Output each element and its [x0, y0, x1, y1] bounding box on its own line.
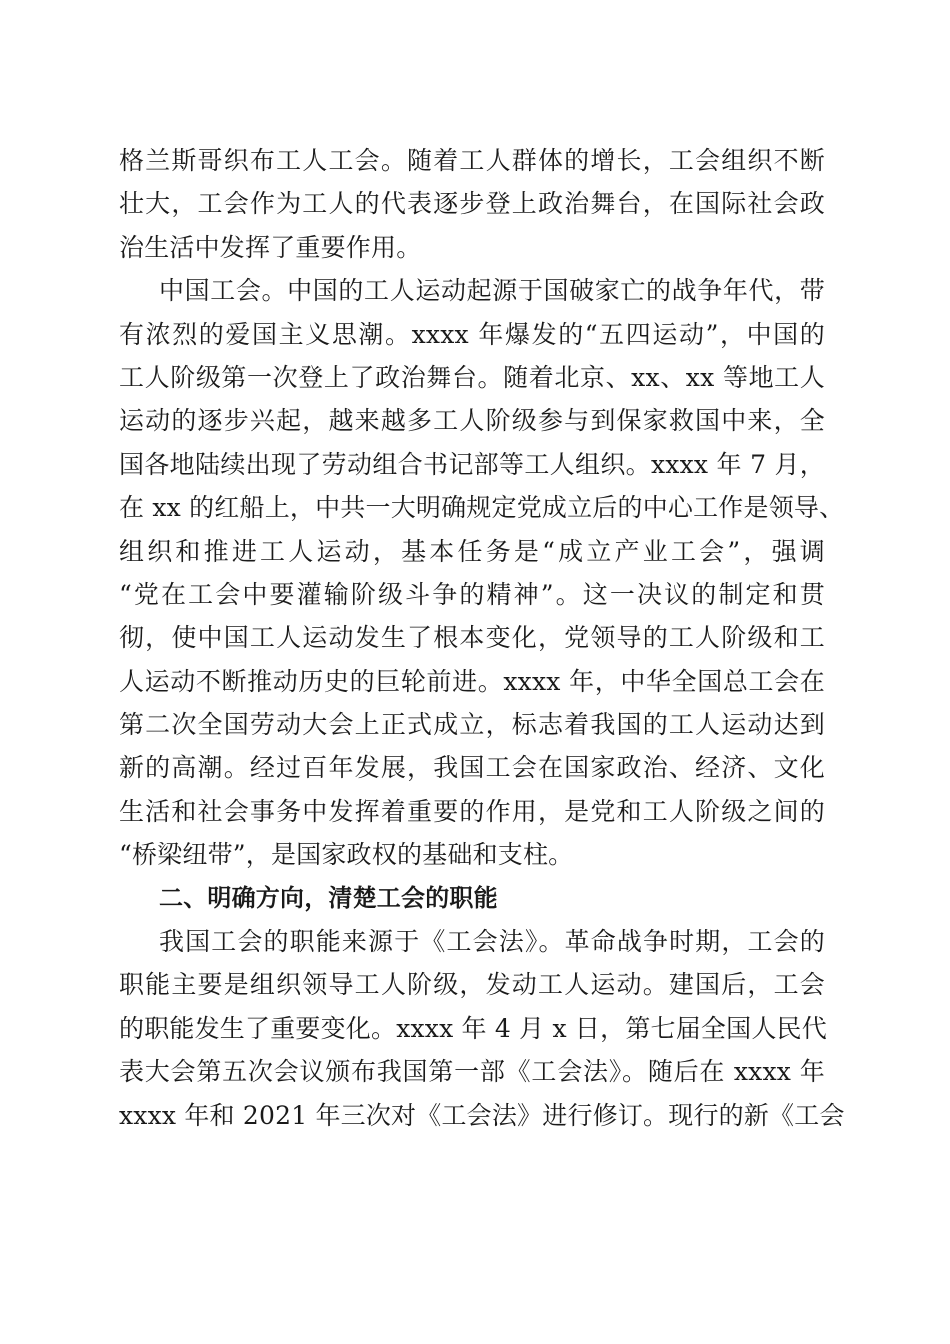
paragraph [119, 139, 825, 269]
paragraph [119, 920, 845, 1137]
text-line: 第二次全国劳动大会上正式成立，标志着我国的工人运动达到 [119, 710, 825, 740]
text-line: “党在工会中要灌输阶级斗争的精神”。这一决议的制定和贯 [119, 579, 825, 609]
text-line: 壮大，工会作为工人的代表逐步登上政治舞台，在国际社会政 [119, 189, 825, 219]
text-line: 人运动不断推动历史的巨轮前进。xxxx 年，中华全国总工会在 [119, 666, 825, 696]
text-line: 表大会第五次会议颁布我国第一部《工会法》。随后在 xxxx 年 [119, 1057, 825, 1087]
text-line: 国各地陆续出现了劳动组合书记部等工人组织。xxxx 年 7 月， [119, 449, 825, 479]
text-line: 的职能发生了重要变化。xxxx 年 4 月 x 日，第七届全国人民代 [119, 1013, 827, 1043]
text-line: “桥梁纽带”，是国家政权的基础和支柱。 [119, 840, 574, 870]
text-line: 有浓烈的爱国主义思潮。xxxx 年爆发的“五四运动”，中国的 [119, 319, 825, 349]
document-body [119, 139, 845, 1137]
section-heading: 二、明确方向，清楚工会的职能 [159, 883, 498, 912]
text-line: 我国工会的职能来源于《工会法》。革命战争时期，工会的 [159, 927, 825, 957]
text-line: 新的高潮。经过百年发展，我国工会在国家政治、经济、文化 [119, 753, 825, 783]
text-line: 组织和推进工人运动，基本任务是“成立产业工会”，强调 [119, 536, 825, 566]
text-line: xxxx 年和 2021 年三次对《工会法》进行修订。现行的新《工会 [119, 1100, 845, 1130]
text-line: 生活和社会事务中发挥着重要的作用，是党和工人阶级之间的 [119, 796, 825, 826]
text-line: 运动的逐步兴起，越来越多工人阶级参与到保家救国中来，全 [119, 406, 825, 436]
text-line: 在 xx 的红船上，中共一大明确规定党成立后的中心工作是领导、 [119, 493, 845, 523]
text-line: 职能主要是组织领导工人阶级，发动工人运动。建国后，工会 [119, 970, 825, 1000]
text-line: 治生活中发挥了重要作用。 [119, 232, 422, 262]
text-line: 彻，使中国工人运动发生了根本变化，党领导的工人阶级和工 [119, 623, 825, 653]
text-line: 工人阶级第一次登上了政治舞台。随着北京、xx、xx 等地工人 [119, 362, 825, 392]
text-line: 格兰斯哥织布工人工会。随着工人群体的增长，工会组织不断 [119, 146, 825, 175]
paragraph [119, 269, 845, 876]
text-line: 中国工会。中国的工人运动起源于国破家亡的战争年代，带 [159, 276, 825, 306]
